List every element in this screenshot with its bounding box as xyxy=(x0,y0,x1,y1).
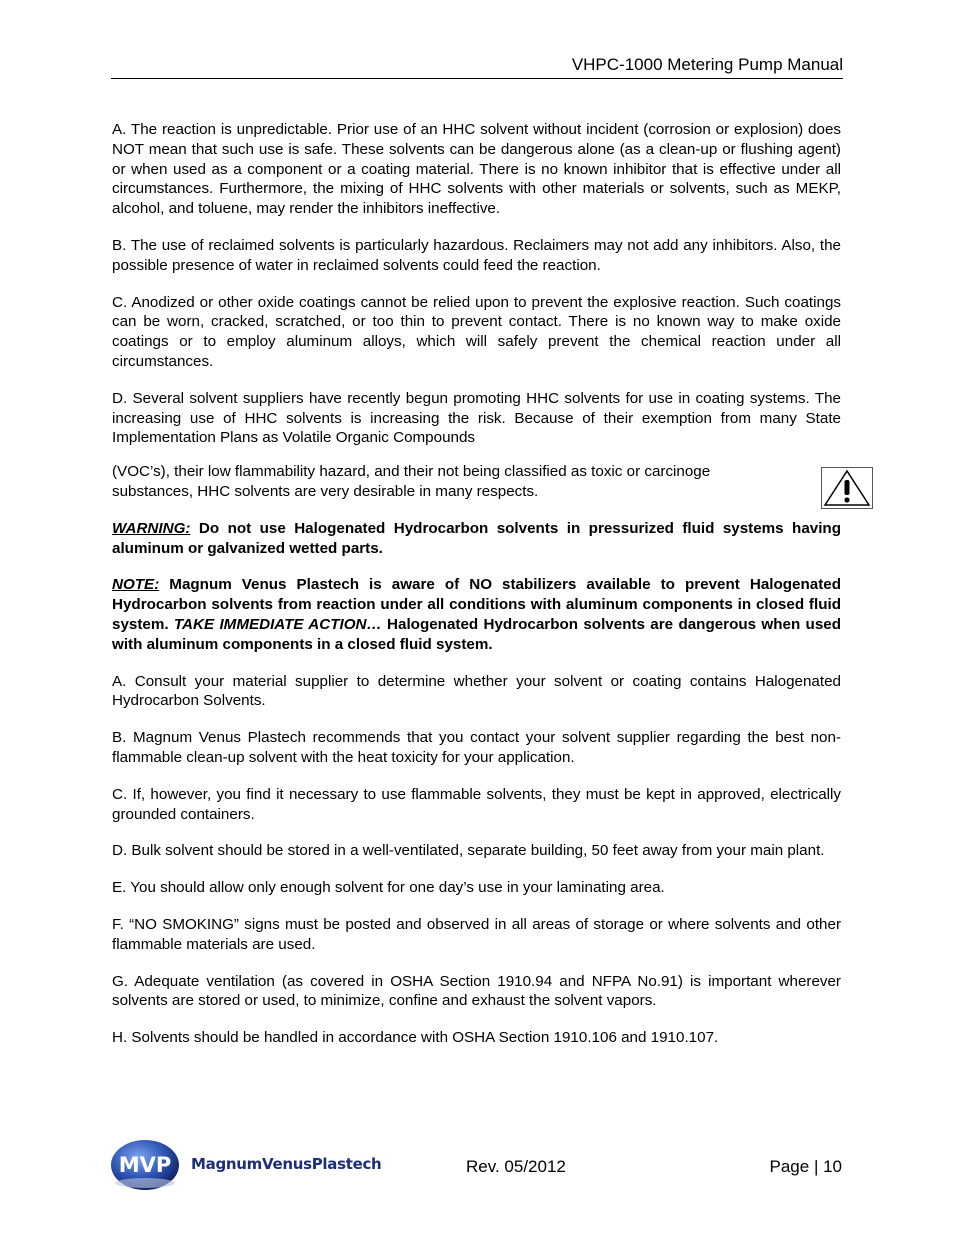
item-b: B. Magnum Venus Plastech recommends that you contact your solvent supplier regarding the best non-flammable clean-up solvent with the heat toxicity for your application. xyxy=(112,729,841,766)
header-rule xyxy=(111,78,843,79)
item-g: G. Adequate ventilation (as covered in OSHA Section 1910.94 and NFPA No.91) is important wherever solvents are stored or used, to minimize, confine and exhaust the solvent vapors. xyxy=(112,972,841,1010)
note-take-action: TAKE IMMEDIATE ACTION… xyxy=(173,615,382,633)
warning-paragraph xyxy=(112,519,841,559)
header-title: VHPC-1000 Metering Pump Manual xyxy=(571,55,843,74)
note-text-a: Magnum Venus Plastech is aware of NO stabilizers available to prevent Halogenated Hydrocarbon solvents from reaction under all conditions with aluminum components in closed fluid system. xyxy=(112,576,841,633)
item-e: E. You should allow only enough solvent for one day’s use in your laminating area. xyxy=(112,879,665,897)
footer-page-number: Page | 10 xyxy=(769,1157,842,1176)
logo-mark-text: MVP xyxy=(118,1153,172,1177)
paragraph-voc-line1: (VOC’s), their low flammability hazard, and their not being classified as toxic or carcinoge xyxy=(112,463,711,481)
item-h: H. Solvents should be handled in accordance with OSHA Section 1910.106 and 1910.107. xyxy=(112,1029,719,1047)
note-text-b: Halogenated Hydrocarbon solvents are dangerous when used with aluminum components in a closed fluid system. xyxy=(112,615,842,653)
paragraph-reclaimed: B. The use of reclaimed solvents is particularly hazardous. Reclaimers may not add any inhibitors. Also, the possible presence of water in reclaimed solvents could feed the reaction. xyxy=(112,236,841,274)
item-f: F. “NO SMOKING” signs must be posted and observed in all areas of storage or where solvents and other flammable materials are used. xyxy=(112,915,841,953)
item-a: A. Consult your material supplier to determine whether your solvent or coating contains Halogenated Hydrocarbon Solvents. xyxy=(112,672,841,710)
paragraph-anodized: C. Anodized or other oxide coatings cannot be relied upon to prevent the explosive reaction. Such coatings can be worn, cracked, scratched, or too thin to prevent contact. There is no known way to make oxide coatings or to employ aluminum alloys, which will safely prevent the chemical reaction under all circumstances. xyxy=(112,293,841,370)
footer-revision: Rev. 05/2012 xyxy=(466,1157,566,1176)
note-label: NOTE: xyxy=(112,576,160,594)
note-paragraph xyxy=(112,575,841,654)
paragraph-reaction: A. The reaction is unpredictable. Prior use of an HHC solvent without incident (corrosion or explosion) does NOT mean that such use is safe. These solvents can be dangerous alone (as a clean-up or flushing agent) or when used as a component or a coating material. There is no known inhibitor that is effective under all circumstances. Furthermore, the mixing of HHC solvents with other materials or solvents, such as MEKP, alcohol, and toluene, may render the inhibitors ineffective. xyxy=(112,121,841,218)
warning-text: Do not use Halogenated Hydrocarbon solvents in pressurized fluid systems having aluminum or galvanized wetted parts. xyxy=(112,519,841,557)
paragraph-voc-line2: substances, HHC solvents are very desirable in many respects. xyxy=(112,482,539,500)
item-d: D. Bulk solvent should be stored in a well-ventilated, separate building, 50 feet away from your main plant. xyxy=(112,842,825,860)
warning-label: WARNING: xyxy=(112,519,191,537)
paragraph-voc xyxy=(112,462,841,502)
paragraph-suppliers: D. Several solvent suppliers have recently begun promoting HHC solvents for use in coating systems. The increasing use of HHC solvents is increasing the risk. Because of their exemption from many State Implementation Plans as Volatile Organic Compounds xyxy=(112,389,841,447)
item-c: C. If, however, you find it necessary to use flammable solvents, they must be kept in approved, electrically grounded containers. xyxy=(112,785,841,823)
logo-wordmark: MagnumVenusPlastech xyxy=(191,1155,382,1173)
body-text xyxy=(112,120,841,1065)
warning-triangle-icon xyxy=(821,467,873,509)
